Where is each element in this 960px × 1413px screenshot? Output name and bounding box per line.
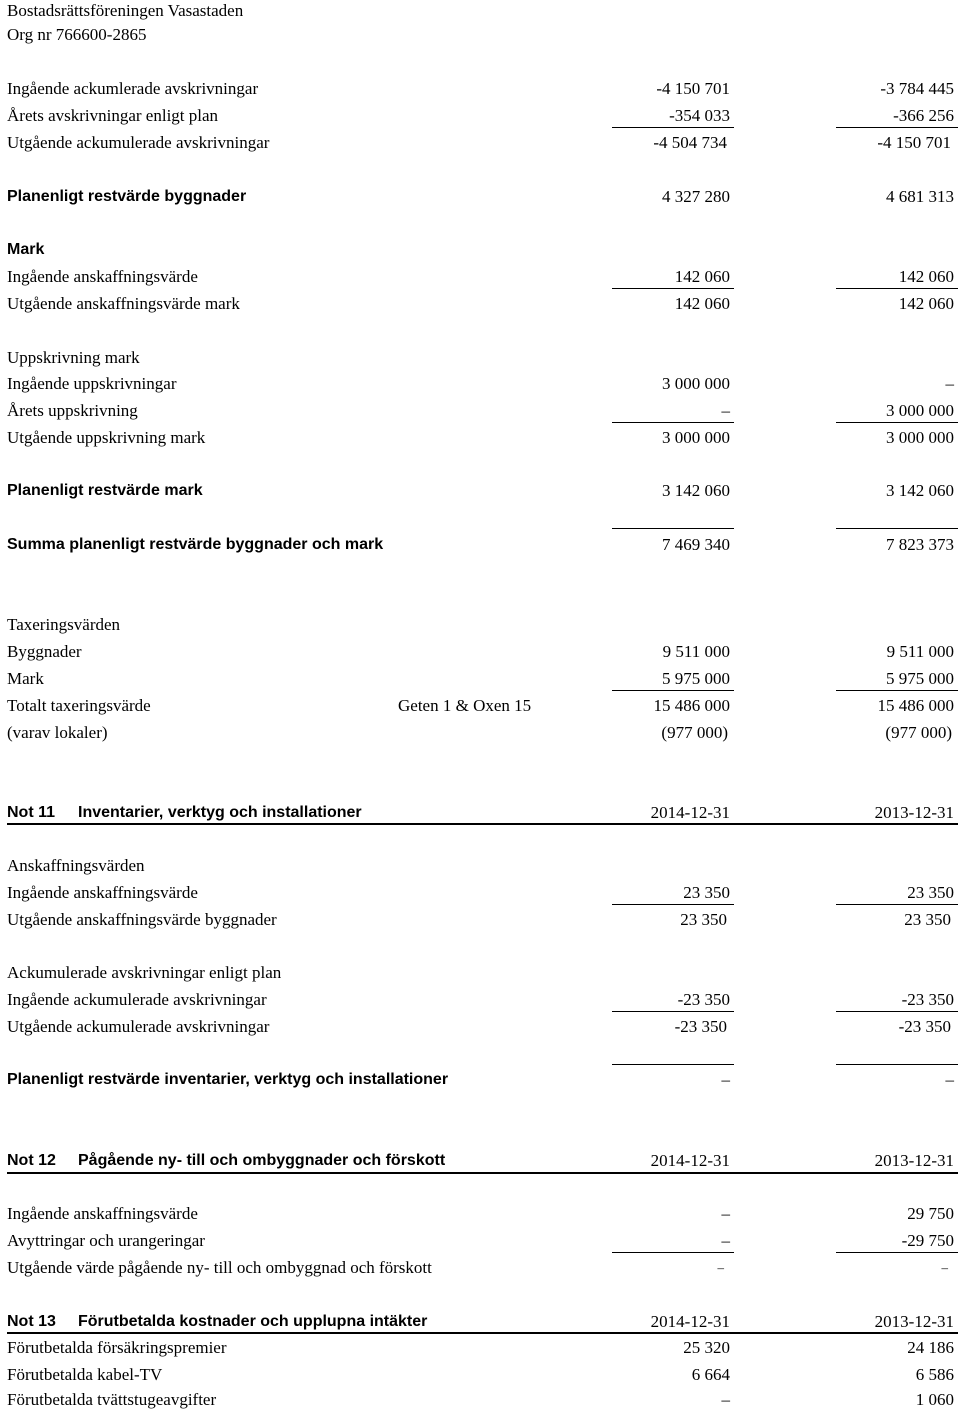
value-2014: -4 504 734 bbox=[653, 133, 727, 152]
row-label: Summa planenligt restvärde byggnader och mark bbox=[7, 536, 384, 553]
value-2013: 15 486 000 bbox=[877, 696, 954, 715]
table-row bbox=[0, 1361, 960, 1388]
row-label: Årets uppskrivning bbox=[7, 401, 138, 420]
row-label: Planenligt restvärde inventarier, verktyg och installationer bbox=[7, 1071, 449, 1088]
sum-rule bbox=[836, 690, 958, 691]
note-title: Pågående ny- till och ombyggnader och förskott bbox=[78, 1152, 446, 1169]
value-2013: -366 256 bbox=[893, 106, 954, 125]
table-row bbox=[0, 1386, 960, 1413]
value-2013: – bbox=[941, 1260, 948, 1275]
note-header bbox=[0, 1308, 960, 1335]
heading-uppskrivning: Uppskrivning mark bbox=[7, 348, 140, 367]
row-label: Utgående anskaffningsvärde byggnader bbox=[7, 910, 277, 929]
table-row bbox=[0, 75, 960, 102]
row-label: Mark bbox=[7, 669, 44, 688]
value-2013: 1 060 bbox=[915, 1390, 954, 1409]
sum-rule bbox=[612, 904, 734, 905]
table-row bbox=[0, 665, 960, 692]
note-header bbox=[0, 799, 960, 826]
value-2014: -23 350 bbox=[674, 1017, 727, 1036]
row-label: Planenligt restvärde byggnader bbox=[7, 188, 247, 205]
table-row-total bbox=[0, 183, 960, 210]
date-2014: 2014-12-31 bbox=[650, 1151, 730, 1170]
table-row bbox=[0, 719, 960, 746]
value-2013: 3 000 000 bbox=[886, 428, 954, 447]
value-2014: 6 664 bbox=[691, 1365, 730, 1384]
row-label: Ingående anskaffningsvärde bbox=[7, 267, 198, 286]
row-label: Förutbetalda kabel-TV bbox=[7, 1365, 163, 1384]
value-2013: -29 750 bbox=[901, 1231, 954, 1250]
sum-rule bbox=[612, 1252, 734, 1253]
value-2013: 23 350 bbox=[904, 910, 951, 929]
value-2014: 142 060 bbox=[674, 267, 730, 286]
note-underline bbox=[7, 823, 958, 825]
date-2013: 2013-12-31 bbox=[874, 1151, 954, 1170]
value-2014: – bbox=[721, 1070, 730, 1089]
table-row-total bbox=[0, 1066, 960, 1093]
sum-rule bbox=[836, 422, 958, 423]
row-label: Förutbetalda försäkringspremier bbox=[7, 1338, 227, 1357]
value-2014: – bbox=[717, 1260, 724, 1275]
table-row-total bbox=[0, 531, 960, 558]
value-2014: 3 142 060 bbox=[662, 481, 730, 500]
row-label: Utgående anskaffningsvärde mark bbox=[7, 294, 240, 313]
section-heading bbox=[0, 611, 960, 638]
table-row bbox=[0, 879, 960, 906]
table-row bbox=[0, 263, 960, 290]
value-2014: 7 469 340 bbox=[662, 535, 730, 554]
value-2014: – bbox=[721, 1231, 730, 1250]
value-2014: 142 060 bbox=[674, 294, 730, 313]
row-label: Avyttringar och urangeringar bbox=[7, 1231, 205, 1250]
table-row bbox=[0, 102, 960, 129]
table-row bbox=[0, 1013, 960, 1040]
row-label: Ingående uppskrivningar bbox=[7, 374, 177, 393]
sum-rule bbox=[836, 127, 958, 128]
value-2014: -23 350 bbox=[677, 990, 730, 1009]
value-2013: -4 150 701 bbox=[877, 133, 951, 152]
row-label: Byggnader bbox=[7, 642, 82, 661]
sum-rule bbox=[612, 1011, 734, 1012]
table-row bbox=[0, 692, 960, 719]
sum-rule bbox=[836, 1064, 958, 1065]
value-2014: -4 150 701 bbox=[656, 79, 730, 98]
sum-rule bbox=[836, 1252, 958, 1253]
value-2013: 142 060 bbox=[898, 267, 954, 286]
value-2014: 9 511 000 bbox=[662, 642, 730, 661]
row-label: Ingående anskaffningsvärde bbox=[7, 1204, 198, 1223]
table-row bbox=[0, 1254, 960, 1281]
section-heading bbox=[0, 344, 960, 371]
note-number: Not 12 bbox=[7, 1152, 56, 1169]
value-2014: – bbox=[721, 1204, 730, 1223]
sum-rule bbox=[612, 528, 734, 529]
property-names: Geten 1 & Oxen 15 bbox=[398, 696, 532, 715]
table-row bbox=[0, 397, 960, 424]
sum-rule bbox=[836, 528, 958, 529]
section-heading bbox=[0, 236, 960, 263]
row-label: Utgående ackumulerade avskrivningar bbox=[7, 133, 270, 152]
value-2014: 3 000 000 bbox=[662, 374, 730, 393]
value-2014: 5 975 000 bbox=[662, 669, 730, 688]
note-number: Not 11 bbox=[7, 804, 56, 821]
value-2013: – bbox=[945, 1070, 954, 1089]
value-2014: 4 327 280 bbox=[662, 187, 730, 206]
heading-avskrivning: Ackumulerade avskrivningar enligt plan bbox=[7, 963, 282, 982]
value-2013: -3 784 445 bbox=[880, 79, 954, 98]
table-row bbox=[0, 290, 960, 317]
table-row bbox=[0, 370, 960, 397]
row-label: Utgående ackumulerade avskrivningar bbox=[7, 1017, 270, 1036]
section-heading bbox=[0, 852, 960, 879]
table-row bbox=[0, 638, 960, 665]
value-2013: 3 000 000 bbox=[886, 401, 954, 420]
org-nr: Org nr 766600-2865 bbox=[7, 25, 147, 44]
value-2014: 23 350 bbox=[683, 883, 730, 902]
table-row bbox=[0, 129, 960, 156]
row-label: Ingående ackumlerade avskrivningar bbox=[7, 79, 259, 98]
row-label: Planenligt restvärde mark bbox=[7, 482, 203, 499]
table-row bbox=[0, 906, 960, 933]
value-2014: (977 000) bbox=[661, 723, 728, 742]
note-title: Inventarier, verktyg och installationer bbox=[78, 804, 362, 821]
date-2014: 2014-12-31 bbox=[650, 1312, 730, 1331]
row-label: Ingående anskaffningsvärde bbox=[7, 883, 198, 902]
row-label: Årets avskrivningar enligt plan bbox=[7, 106, 219, 125]
row-label: (varav lokaler) bbox=[7, 723, 108, 742]
date-2013: 2013-12-31 bbox=[874, 1312, 954, 1331]
row-label: Ingående ackumulerade avskrivningar bbox=[7, 990, 267, 1009]
value-2014: 15 486 000 bbox=[653, 696, 730, 715]
table-row bbox=[0, 1200, 960, 1227]
value-2013: 3 142 060 bbox=[886, 481, 954, 500]
sum-rule bbox=[612, 1064, 734, 1065]
table-row bbox=[0, 986, 960, 1013]
value-2013: 24 186 bbox=[907, 1338, 954, 1357]
date-2013: 2013-12-31 bbox=[874, 803, 954, 822]
value-2014: 25 320 bbox=[683, 1338, 730, 1357]
value-2013: -23 350 bbox=[901, 990, 954, 1009]
value-2014: 23 350 bbox=[680, 910, 727, 929]
sum-rule bbox=[612, 288, 734, 289]
section-heading bbox=[0, 959, 960, 986]
value-2014: – bbox=[721, 1390, 730, 1409]
note-number: Not 13 bbox=[7, 1313, 56, 1330]
table-row bbox=[0, 1227, 960, 1254]
value-2013: 9 511 000 bbox=[886, 642, 954, 661]
table-row-total bbox=[0, 477, 960, 504]
value-2013: 142 060 bbox=[898, 294, 954, 313]
value-2013: 4 681 313 bbox=[886, 187, 954, 206]
org-nr-line bbox=[0, 21, 960, 48]
heading-mark: Mark bbox=[7, 241, 45, 258]
value-2013: -23 350 bbox=[898, 1017, 951, 1036]
value-2014: – bbox=[721, 401, 730, 420]
table-row bbox=[0, 1334, 960, 1361]
table-row bbox=[0, 424, 960, 451]
sum-rule bbox=[612, 127, 734, 128]
value-2013: (977 000) bbox=[885, 723, 952, 742]
sum-rule bbox=[612, 422, 734, 423]
value-2013: 7 823 373 bbox=[886, 535, 954, 554]
value-2013: – bbox=[945, 374, 954, 393]
note-header bbox=[0, 1147, 960, 1174]
sum-rule bbox=[836, 1011, 958, 1012]
value-2013: 23 350 bbox=[907, 883, 954, 902]
note-underline bbox=[7, 1172, 958, 1174]
value-2014: 3 000 000 bbox=[662, 428, 730, 447]
value-2013: 6 586 bbox=[915, 1365, 954, 1384]
value-2013: 5 975 000 bbox=[886, 669, 954, 688]
sum-rule bbox=[836, 288, 958, 289]
value-2014: -354 033 bbox=[669, 106, 730, 125]
date-2014: 2014-12-31 bbox=[650, 803, 730, 822]
row-label: Förutbetalda tvättstugeavgifter bbox=[7, 1390, 217, 1409]
heading-taxering: Taxeringsvärden bbox=[7, 615, 121, 634]
org-name: Bostadsrättsföreningen Vasastaden bbox=[7, 1, 244, 20]
note-title: Förutbetalda kostnader och upplupna intäkter bbox=[78, 1313, 428, 1330]
sum-rule bbox=[612, 690, 734, 691]
row-label: Utgående värde pågående ny- till och ombyggnad och förskott bbox=[7, 1258, 432, 1277]
heading-anskaffning: Anskaffningsvärden bbox=[7, 856, 145, 875]
row-label: Totalt taxeringsvärde bbox=[7, 696, 151, 715]
row-label: Utgående uppskrivning mark bbox=[7, 428, 206, 447]
sum-rule bbox=[836, 904, 958, 905]
value-2013: 29 750 bbox=[907, 1204, 954, 1223]
